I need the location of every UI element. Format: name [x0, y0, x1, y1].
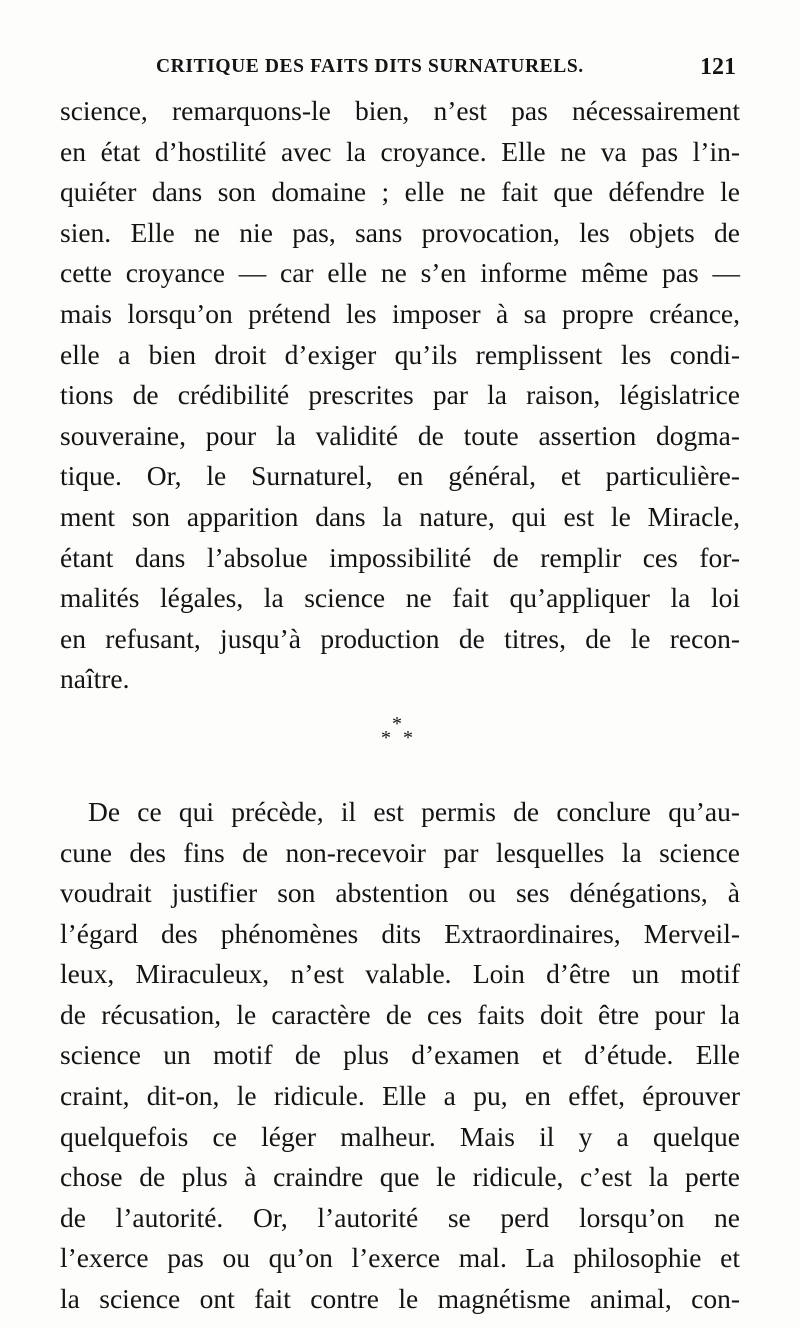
text-line: cune des fins de non-recevoir par lesquelles la science	[60, 836, 740, 868]
section-separator	[60, 700, 740, 792]
page-number: 121	[700, 54, 736, 80]
asterism-star: *	[381, 726, 391, 749]
text-line: cette croyance — car elle ne s’en informe même pas —	[60, 257, 740, 289]
text-line: chose de plus à craindre que le ridicule, c’est la perte	[60, 1161, 740, 1193]
paragraph-1	[60, 91, 740, 700]
text-line: De ce qui précède, il est permis de conclure qu’au-	[88, 795, 740, 827]
text-line: souveraine, pour la validité de toute assertion dogma-	[60, 419, 740, 451]
text-line: malités légales, la science ne fait qu’appliquer la loi	[60, 582, 740, 614]
text-line: tique. Or, le Surnaturel, en général, et particulière-	[60, 460, 740, 492]
text-line: mais lorsqu’on prétend les imposer à sa propre créance,	[60, 297, 740, 329]
text-line: l’égard des phénomènes dits Extraordinaires, Merveil-	[60, 917, 740, 949]
text-line: science, remarquons-le bien, n’est pas nécessairement	[60, 95, 740, 126]
text-line: l’exerce pas ou qu’on l’exerce mal. La philosophie et	[60, 1242, 740, 1274]
paragraph-2	[60, 792, 740, 1320]
text-line: craint, dit-on, le ridicule. Elle a pu, en effet, éprouver	[60, 1080, 740, 1112]
text-line: de récusation, le caractère de ces faits doit être pour la	[60, 998, 740, 1030]
asterism-ornament	[378, 714, 422, 758]
text-line: leux, Miraculeux, n’est valable. Loin d’être un motif	[60, 958, 740, 990]
text-line: sien. Elle ne nie pas, sans provocation, les objets de	[60, 216, 740, 248]
text-line: ment son apparition dans la nature, qui est le Miracle,	[60, 500, 740, 532]
text-line: en état d’hostilité avec la croyance. Elle ne va pas l’in-	[60, 135, 740, 167]
text-line: elle a bien droit d’exiger qu’ils remplissent les condi-	[60, 338, 740, 370]
text-line: science un motif de plus d’examen et d’étude. Elle	[60, 1039, 740, 1071]
text-line: tions de crédibilité prescrites par la raison, législatrice	[60, 379, 740, 411]
text-line: voudrait justifier son abstention ou ses dénégations, à	[60, 877, 740, 909]
text-line: quiéter dans son domaine ; elle ne fait que défendre le	[60, 176, 740, 208]
running-title: CRITIQUE DES FAITS DITS SURNATURELS.	[156, 56, 584, 77]
asterism-star: *	[392, 712, 402, 735]
body-text	[60, 91, 740, 1320]
text-line: de l’autorité. Or, l’autorité se perd lorsqu’on ne	[60, 1201, 740, 1233]
text-line: la science ont fait contre le magnétisme animal, con-	[60, 1283, 740, 1315]
running-head	[60, 50, 740, 84]
text-line: naître.	[60, 663, 130, 695]
text-line: quelquefois ce léger malheur. Mais il y a quelque	[60, 1120, 740, 1152]
text-line: en refusant, jusqu’à production de titres, de le recon-	[60, 622, 740, 654]
text-line: étant dans l’absolue impossibilité de remplir ces for-	[60, 541, 740, 573]
asterism-star: *	[403, 726, 413, 749]
